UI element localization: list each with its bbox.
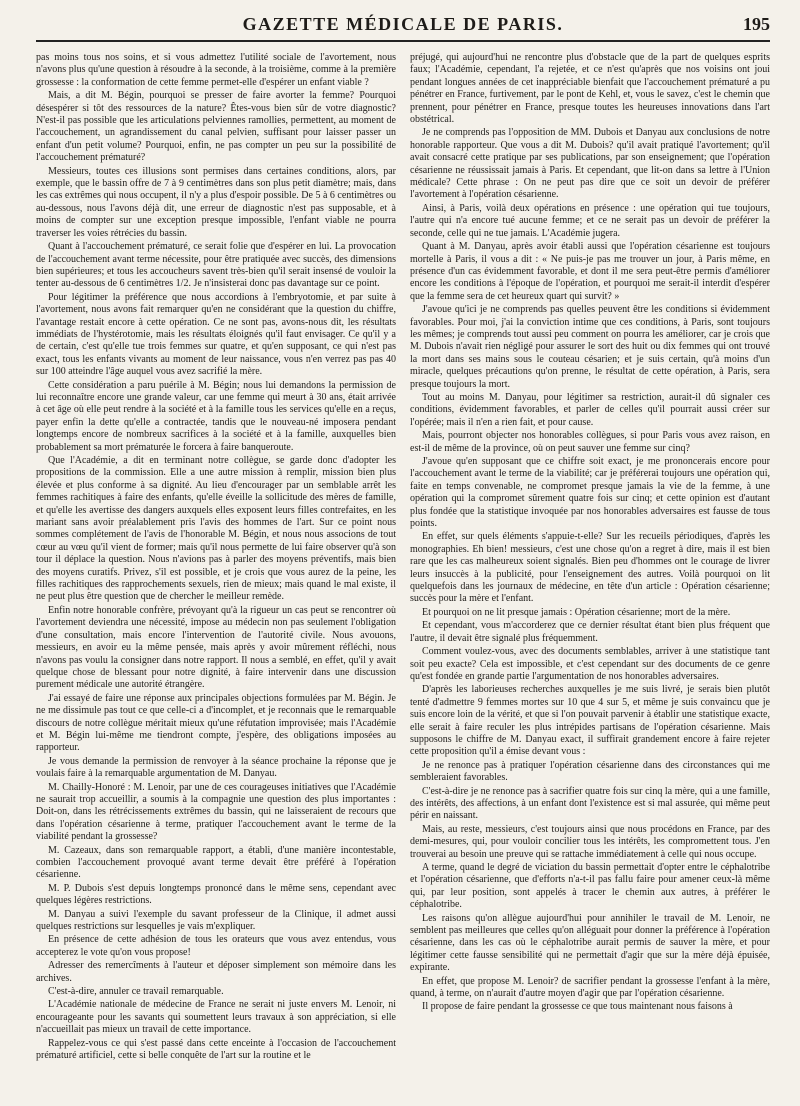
paragraph: Comment voulez-vous, avec des documents semblables, arriver à une statistique tant soit peu exacte? Cela est impossible, et c'est cependant sur des documents de ce genre qu'est fondée en grande partie l'argumentation de nos honorables adversaires.	[410, 646, 770, 682]
paragraph: Je ne comprends pas l'opposition de MM. Dubois et Danyau aux conclusions de notre honorable rapporteur. Que vous a dit M. Dubois? qu'il avait pratiqué l'avortement; qu'il avait consacré cette pratique par ses publications, par son enseignement; que l'opération césarienne ne réussissait jamais à Paris. Et cependant, que lit-on dans sa lettre à l'Union médicale? Cette phrase : On ne peut pas dire que ce soit un devoir de préférer l'avortement à l'opération césarienne.	[410, 127, 770, 201]
paragraph: préjugé, qui aujourd'hui ne rencontre plus d'obstacle que de la part de quelques esprits faux; l'Académie, cependant, l'a rejetée, et ce n'est qu'après que nos voisins ont joui pendant longues années de cet inappréciable bienfait que l'accouchement prématuré a pu pénétrer en France, furtivement, par le pont de Kehl, et, vous le savez, c'est le chemin que prennent, pour pénétrer en France, presque toutes les heureuses innovations dans l'art obstétrical.	[410, 52, 770, 126]
left-column	[36, 52, 396, 1092]
paragraph: C'est-à-dire, annuler ce travail remarquable.	[48, 986, 224, 998]
paragraph: M. P. Dubois s'est depuis longtemps prononcé dans le même sens, cependant avec quelques légères restrictions.	[36, 882, 396, 907]
paragraph: A terme, quand le degré de viciation du bassin permettait d'opter entre le céphalotribe et l'opération césarienne, que d'efforts n'a-t-il pas fallu faire pour amener ceux-là même qui, par leur position, sont appelés à tracer le chemin aux autres, à préférer le céphalotribe.	[410, 862, 770, 911]
paragraph: Il propose de faire pendant la grossesse ce que tous maintenant nous faisons à	[422, 1001, 733, 1013]
paragraph: Quant à l'accouchement prématuré, ce serait folie que d'espérer en lui. La provocation de l'accouchement avant terme nécessite, pour être pratiquée avec succès, des dimensions bien supérieures; et tous les accoucheurs savent très-bien qu'il serait insensé de vouloir la tenter au-dessous de 6 centimètres 1/2. Je n'insisterai donc pas davantage sur ce point.	[36, 241, 396, 290]
paragraph: Que l'Académie, a dit en terminant notre collègue, se garde donc d'adopter les propositions de la commission. Elle a une autre mission à remplir, mission bien plus élevée et plus conforme à sa dignité. Au lieu d'encourager par un semblable arrêt les femmes rachitiques à faire des enfants, qu'elle éveille la sollicitude des mères de famille, et qu'elle les avertisse des dangers auxquels elles exposent leurs filles contrefaites, en les mariant sans avoir préalablement pris l'avis des hommes de l'art. Sur ce point nous sommes complétement de l'avis de l'honorable M. Bégin, et nous nous associons de tout cœur au vœu qu'il vient de former; mais qu'il nous permette de lui faire observer qu'à son tour il déplace la question. Nous n'avions pas à parler des moyens préventifs, mais bien des moyens curatifs. Privez, s'il est possible, et je crois que vous aurez de la peine, les filles rachitiques des rapprochements sexuels, rien de mieux; mais quand le mal existe, il ne peut plus être question que de chercher le meilleur remède.	[36, 455, 396, 603]
paragraph: Quant à M. Danyau, après avoir établi aussi que l'opération césarienne est toujours mortelle à Paris, il vous a dit : « Ne puis-je pas me trouver un jour, à Paris même, en présence d'un cas évidemment favorable, et dont il me sera peut-être permis d'améliorer encore les conditions à l'époque de l'opération, et pourquoi me serait-il interdit d'espérer que la femme sera de cet heureux quart qui survit? »	[410, 241, 770, 302]
paragraph: Adresser des remercîments à l'auteur et déposer simplement son mémoire dans les archives.	[36, 960, 396, 984]
paragraph: Mais, a dit M. Bégin, pourquoi se presser de faire avorter la femme? Pourquoi désespérer si tôt des ressources de la nature? Êtes-vous bien sûr de votre diagnostic? N'est-il pas possible que les articulations pelviennes ramollies, permettent, au moment de l'accouchement, un agrandissement du canal pelvien, suffisant pour laisser passer un enfant d'un petit volume? Pourquoi, enfin, ne pas compter un peu sur la possibilité de l'accouchement prématuré?	[36, 90, 396, 164]
page-number: 195	[743, 14, 770, 34]
paragraph: pas moins tous nos soins, et si vous admettez l'utilité sociale de l'avortement, nous n'avons plus qu'une question à résoudre à la seconde, à la troisième, comme à la première grossesse : la conformation de cette femme permet-elle d'espérer un enfant viable ?	[36, 52, 396, 88]
paragraph: M. Danyau a suivi l'exemple du savant professeur de la Clinique, il admet aussi quelques restrictions sur lesquelles je vais m'expliquer.	[36, 908, 396, 933]
paragraph: Messieurs, toutes ces illusions sont permises dans certaines conditions, alors, par exemple, que le bassin offre de 7 à 9 centimètres dans son plus petit diamètre; mais, dans les cas extrêmes qui nous occupent, il n'y a plus d'espoir possible. De 5 à 6 centimètres ou au-dessous, nous l'avons déjà dit, une erreur de diagnostic n'est pas supposable, et à moins de compter sur une exception presque impossible, l'enfant viable ne pourra traverser les voies rétrécies du bassin.	[36, 165, 396, 239]
paragraph: Je vous demande la permission de renvoyer à la séance prochaine la réponse que je voulais faire à la remarquable argumentation de M. Danyau.	[36, 755, 396, 780]
paragraph: Ainsi, à Paris, voilà deux opérations en présence : une opération qui tue toujours, l'autre qui n'a encore tué aucune femme; et ce ne serait pas un devoir de préférer la seconde, celle qui ne tue jamais. L'Académie jugera.	[410, 202, 770, 239]
paragraph: J'ai essayé de faire une réponse aux principales objections formulées par M. Bégin. Je ne me dissimule pas tout ce que celle-ci a d'incomplet, et je reconnais que le remarquable discours de notre collègue méritait mieux qu'une réfutation improvisée; mais l'Académie et M. Bégin lui-même me tiendront compte, j'espère, des obligations imposées au rapporteur.	[36, 692, 396, 754]
paragraph: Tout au moins M. Danyau, pour légitimer sa restriction, aurait-il dû signaler ces conditions, évidemment favorables, et parler de celles qu'il pourrait aussi créer sur l'opérée; mais il n'en a rien fait, et pour cause.	[410, 391, 770, 428]
paragraph: Les raisons qu'on allègue aujourd'hui pour annihiler le travail de M. Lenoir, ne semblent pas meilleures que celles qu'on alléguait pour donner la préférence à l'opération césarienne, dans les cas où le céphalotribe aurait permis de sauver la mère, et pour légitimer cette fausse sensibilité qui ne permettait d'agir que sur la mère déjà épuisée, expirante.	[410, 912, 770, 974]
paragraph: L'Académie nationale de médecine de France ne serait ni juste envers M. Lenoir, ni encourageante pour les savants qui soumettent leurs travaux à son appréciation, si elle n'accueillait pas mieux un travail de cette importance.	[36, 999, 396, 1036]
paragraph: Mais, au reste, messieurs, c'est toujours ainsi que nous procédons en France, par des demi-mesures, qui, pour vouloir concilier tous les intérêts, les compromettent tous. J'en trouverai au besoin une preuve qui se rattache immédiatement à celle qui nous occupe.	[410, 823, 770, 860]
paragraph: En présence de cette adhésion de tous les orateurs que vous avez entendus, vous accepterez le vote qu'on vous propose!	[36, 934, 396, 958]
right-column	[410, 52, 770, 1092]
paragraph: En effet, sur quels éléments s'appuie-t-elle? Sur les recueils périodiques, d'après les monographies. Eh bien! messieurs, c'est une chose qu'on a regret à dire, mais il est bien rare que les cas malheureux soient signalés. Bien peu d'hommes ont le courage de livrer leurs insuccès à la publicité, pour l'enseignement des autres. Voilà pourquoi on lit quelquefois dans les journaux de médecine, en tête d'un article : Opération césarienne; succès pour la mère et l'enfant.	[410, 531, 770, 605]
paragraph: J'avoue qu'ici je ne comprends pas quelles peuvent être les conditions si évidemment favorables. Pour moi, j'ai la conviction intime que ces conditions, à Paris, sont toujours les mêmes; je comprends tout aussi peu comment on pourra les améliorer, car je crois que M. Dubois n'avait rien négligé pour assurer le sort des huit ou dix femmes qui ont trouvé la mort dans ses mains sous le couteau césarien; et je suis certain, qu'à moins d'un miracle, quelques précautions qu'on prenne, le résultat de cette opération, à Paris, sera presque toujours la mort.	[410, 304, 770, 390]
text-columns	[36, 52, 770, 1092]
paragraph: Enfin notre honorable confrère, prévoyant qu'à la rigueur un cas peut se rencontrer où l'avortement deviendra une nécessité, impose au médecin non pas seulement l'obligation d'une consultation, mais encore l'intervention de l'autorité civile. Nous avouons, messieurs, en avoir eu la même pensée, mais après y avoir mûrement réfléchi, nous n'avons pas voulu la consigner dans notre rapport. Il nous a semblé, en effet, qu'il y avait quelque chose de blessant pour notre dignité, à faire intervenir dans une discussion purement médicale une autorité étrangère.	[36, 604, 396, 691]
paragraph: M. Cazeaux, dans son remarquable rapport, a établi, d'une manière incontestable, combien l'accouchement provoqué avant terme devait être préféré à l'opération césarienne.	[36, 844, 396, 881]
paragraph: D'après les laborieuses recherches auxquelles je me suis livré, je serais bien plutôt tenté d'admettre 9 femmes mortes sur 10 que 4 sur 5, et même je suis convaincu que je suis encore loin de la vérité, et que si l'on pouvait parvenir à établir une statistique exacte, elle serait à faire reculer les plus intrépides partisans de l'opération césarienne. Mais supposons le chiffre de M. Danyau exact, il suffirait grandement encore à faire rejeter cette proposition qu'il a émise devant vous :	[410, 684, 770, 758]
paragraph: Cette considération a paru puérile à M. Bégin; nous lui demandons la permission de lui reconnaître encore une grande valeur, car une femme qui meurt à 30 ans, était arrivée à cet âge où elle peut rendre à la société et à la famille tous les services qu'elle en a reçus, payer enfin la dette qu'elle a contractée, tandis que le nouveau-né imposera pendant longtemps encore de nombreux sacrifices à la société et à la famille, auxquelles bien probablement sa mort prématurée le forcera à faire banqueroute.	[36, 379, 396, 453]
paragraph: M. Chailly-Honoré : M. Lenoir, par une de ces courageuses initiatives que l'Académie ne saurait trop accueillir, a soumis à la compagnie une question des plus importantes : Doit-on, dans les rétrécissements extrêmes du bassin, qui ne laisseraient de recours que dans l'opération césarienne à terme, pratiquer l'accouchement avant le terme de la viabilité pendant la grossesse?	[36, 781, 396, 843]
paragraph: Je ne renonce pas à pratiquer l'opération césarienne dans des circonstances qui me sembleraient favorables.	[410, 759, 770, 784]
paragraph: Et pourquoi on ne lit presque jamais : Opération césarienne; mort de la mère.	[422, 606, 731, 618]
paragraph: Et cependant, vous m'accorderez que ce dernier résultat étant bien plus fréquent que l'autre, il devait être signalé plus fréquemment.	[410, 620, 770, 644]
journal-title: GAZETTE MÉDICALE DE PARIS.	[242, 14, 564, 34]
paragraph: Rappelez-vous ce qui s'est passé dans cette enceinte à l'occasion de l'accouchement prématuré artificiel, cette si belle conquête de l'art sur la routine et le	[36, 1037, 396, 1062]
paragraph: En effet, que propose M. Lenoir? de sacrifier pendant la grossesse l'enfant à la mère, quand, à terme, on n'aurait d'autre moyen d'agir que par l'opération césarienne.	[410, 975, 770, 1000]
paragraph: Pour légitimer la préférence que nous accordions à l'embryotomie, et par suite à l'avortement, nous avons fait remarquer qu'en ne considérant que la question du chiffre, l'avantage restait encore à cette opération. Ce ne sont pas, avons-nous dit, les résultats immédiats de l'hystérotomie, mais les résultats éloignés qu'il faut envisager. Ce qu'il y a de certain, c'est qu'elle tue trois femmes sur quatre, et qu'en supposant, ce qui n'est pas exact, tous les enfants vivants au moment de leur naissance, vous n'en verrez pas pas 40 sur 100 atteindre l'âge auquel vous avez sacrifié la mère.	[36, 291, 396, 378]
paragraph: C'est-à-dire je ne renonce pas à sacrifier quatre fois sur cinq la mère, qui a une famille, des intérêts, des affections, à un enfant dont l'existence est si mal assurée, qui même peut périr en naissant.	[410, 785, 770, 822]
page-header	[36, 14, 770, 42]
paragraph: J'avoue qu'en supposant que ce chiffre soit exact, je me prononcerais encore pour l'accouchement avant le terme de la viabilité; car je préférerai toujours une opération qui, faite en temps convenable, ne compromet presque jamais la vie de la femme, à une opération qui la compromet sûrement quatre fois sur cinq; et cette opinion est d'autant plus fondée que la statistique invoquée par nos honorables adversaires est fausse de tous points.	[410, 456, 770, 530]
paragraph: Mais, pourront objecter nos honorables collègues, si pour Paris vous avez raison, en est-il de même de la province, où on peut sauver une femme sur cinq?	[410, 430, 770, 454]
